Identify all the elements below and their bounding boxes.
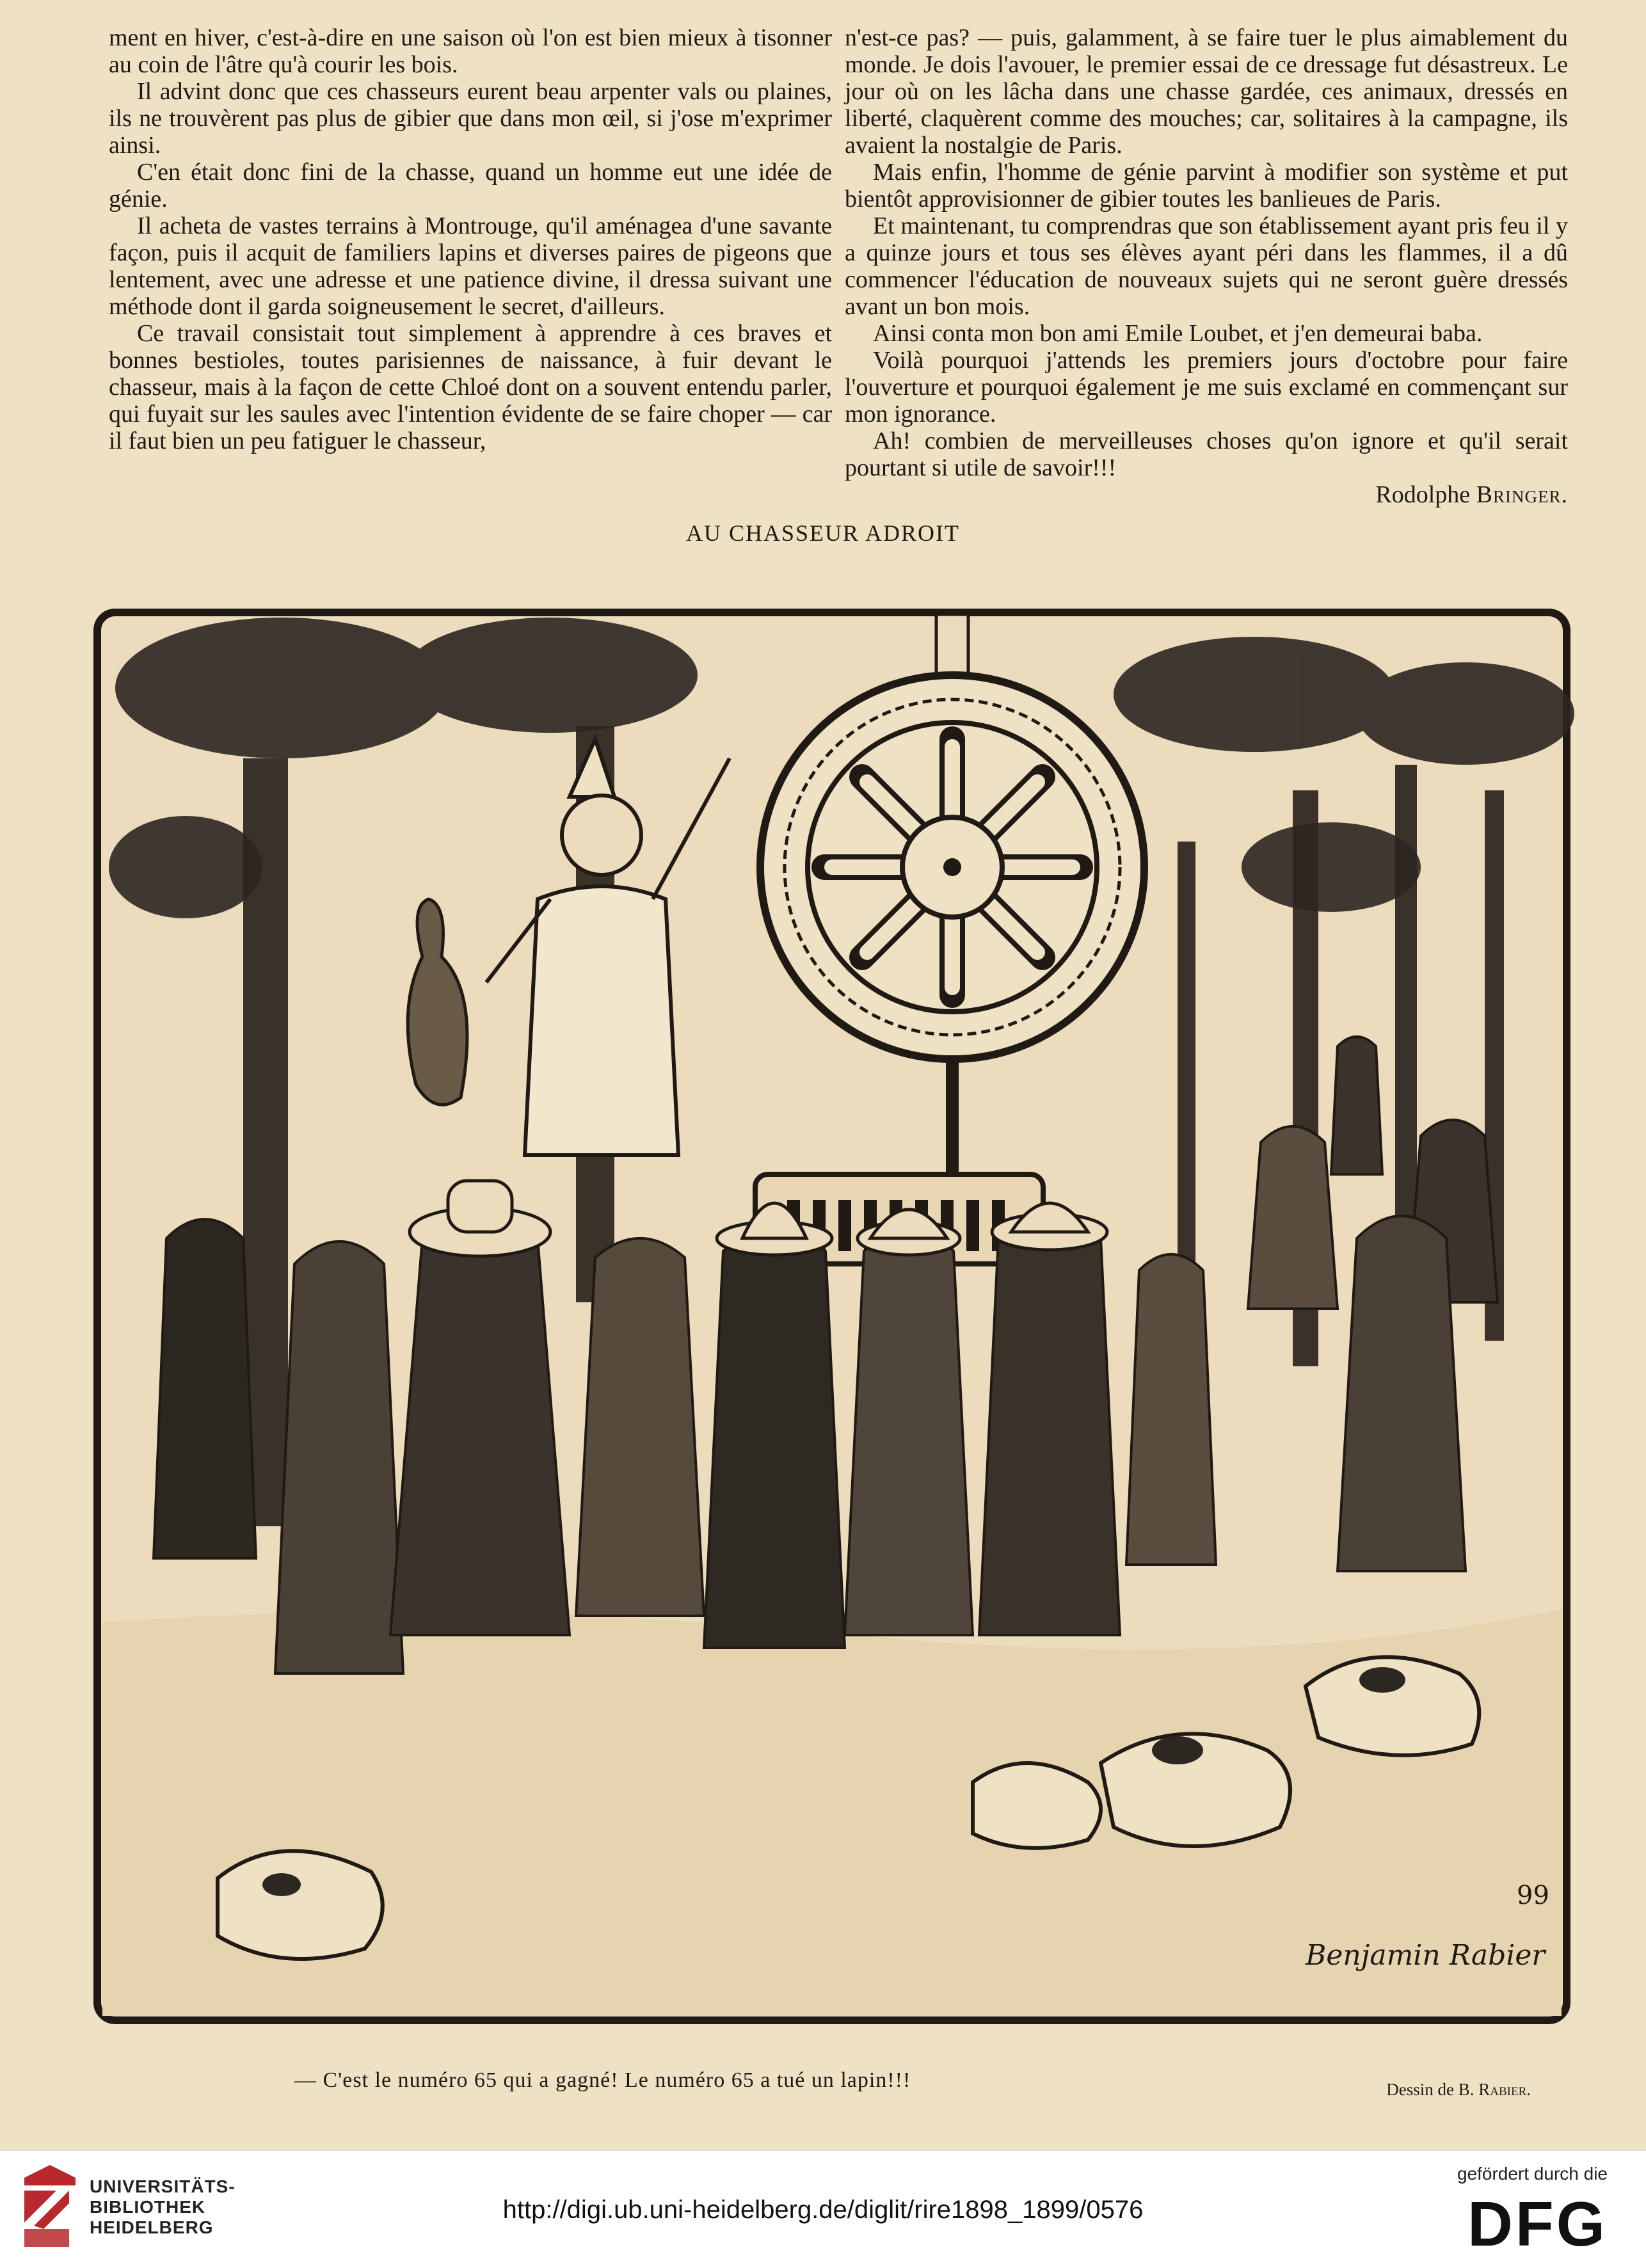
cartoon-title: AU CHASSEUR ADROIT bbox=[685, 520, 961, 546]
library-name-line: BIBLIOTHEK bbox=[90, 2197, 206, 2217]
paragraph: Il advint donc que ces chasseurs eurent beau arpenter vals ou plaines, ils ne trouvèrent pas plus de gibier que dans mon œil, si j'ose m'exprimer ainsi. bbox=[109, 78, 832, 159]
paragraph: Ainsi conta mon bon ami Emile Loubet, et j'en demeurai baba. bbox=[873, 320, 1483, 347]
dfg-logo: DFG bbox=[1467, 2189, 1608, 2259]
author-surname: Bringer. bbox=[1476, 481, 1568, 508]
paragraph: Ce travail consistait tout simplement à apprendre à ces braves et bonnes bestioles, toutes parisiennes de naissance, à fuir devant le chasseur, mais à la façon de cette Chloé dont on a souvent entendu parler, qui fuyait sur les saules avec l'intention évidente de se faire choper — car il faut bien un peu fatiguer le chasseur, bbox=[109, 320, 832, 454]
paragraph: Mais enfin, l'homme de génie parvint à modifier son système et put bientôt approvisionner de gibier toutes les banlieues de Paris. bbox=[845, 159, 1568, 212]
artist-year-mark: 99 bbox=[1517, 1881, 1549, 1910]
funded-by-label: gefördert durch die bbox=[1457, 2164, 1608, 2184]
paragraph: ment en hiver, c'est-à-dire en une saison où l'on est bien mieux à tisonner au coin de l'âtre qu'à courir les bois. bbox=[109, 24, 832, 78]
artist-signature: Benjamin Rabier bbox=[1306, 1939, 1546, 1972]
permalink-url[interactable]: http://digi.ub.uni-heidelberg.de/diglit/rire1898_1899/0576 bbox=[502, 2196, 1144, 2224]
cartoon-caption: — C'est le numéro 65 qui a gagné! Le numéro 65 a tué un lapin!!! bbox=[294, 2068, 911, 2092]
paragraph: C'en était donc fini de la chasse, quand un homme eut une idée de génie. bbox=[109, 159, 832, 212]
cartoon-illustration bbox=[90, 598, 1574, 2043]
library-name-line: HEIDELBERG bbox=[90, 2217, 214, 2237]
credit-name: Rabier. bbox=[1478, 2080, 1531, 2099]
paragraph: Il acheta de vastes terrains à Montrouge, qu'il aménagea d'une savante façon, puis il acquit de familiers lapins et diverses paires de pigeons que lentement, avec une adresse et une patience divine, il dressa suivant une méthode dont il garda soigneusement le secret, d'ailleurs. bbox=[109, 212, 832, 320]
article-right-column bbox=[845, 24, 1568, 508]
digitization-footer bbox=[0, 2150, 1646, 2268]
paragraph: n'est-ce pas? — puis, galamment, à se faire tuer le plus aimablement du monde. Je dois l'avouer, le premier essai de ce dressage fut désastreux. Le jour où on les lâcha dans une chasse gardée, ces animaux, dressés en liberté, claquèrent comme des mouches; car, solitaires à la campagne, ils avaient la nostalgie de Paris. bbox=[845, 24, 1568, 159]
article-left-column bbox=[109, 24, 832, 454]
credit-prefix: Dessin de B. bbox=[1386, 2080, 1474, 2099]
paragraph: Ah! combien de merveilleuses choses qu'on ignore et qu'il serait pourtant si utile de savoir!!! bbox=[845, 427, 1568, 481]
drawing-credit bbox=[1386, 2080, 1531, 2100]
author-signature bbox=[845, 481, 1568, 508]
paragraph: Et maintenant, tu comprendras que son établissement ayant pris feu il y a quinze jours et tous ses élèves ayant péri dans les flammes, il a dû commencer l'éducation de nouveaux sujets qui ne seront guère dressés avant un bon mois. bbox=[845, 212, 1568, 320]
library-name-line: UNIVERSITÄTS- bbox=[90, 2176, 236, 2196]
author-first-name: Rodolphe bbox=[1375, 481, 1471, 508]
paragraph: Voilà pourquoi j'attends les premiers jours d'octobre pour faire l'ouverture et pourquoi également je me suis exclamé en commençant sur mon ignorance. bbox=[845, 347, 1568, 427]
